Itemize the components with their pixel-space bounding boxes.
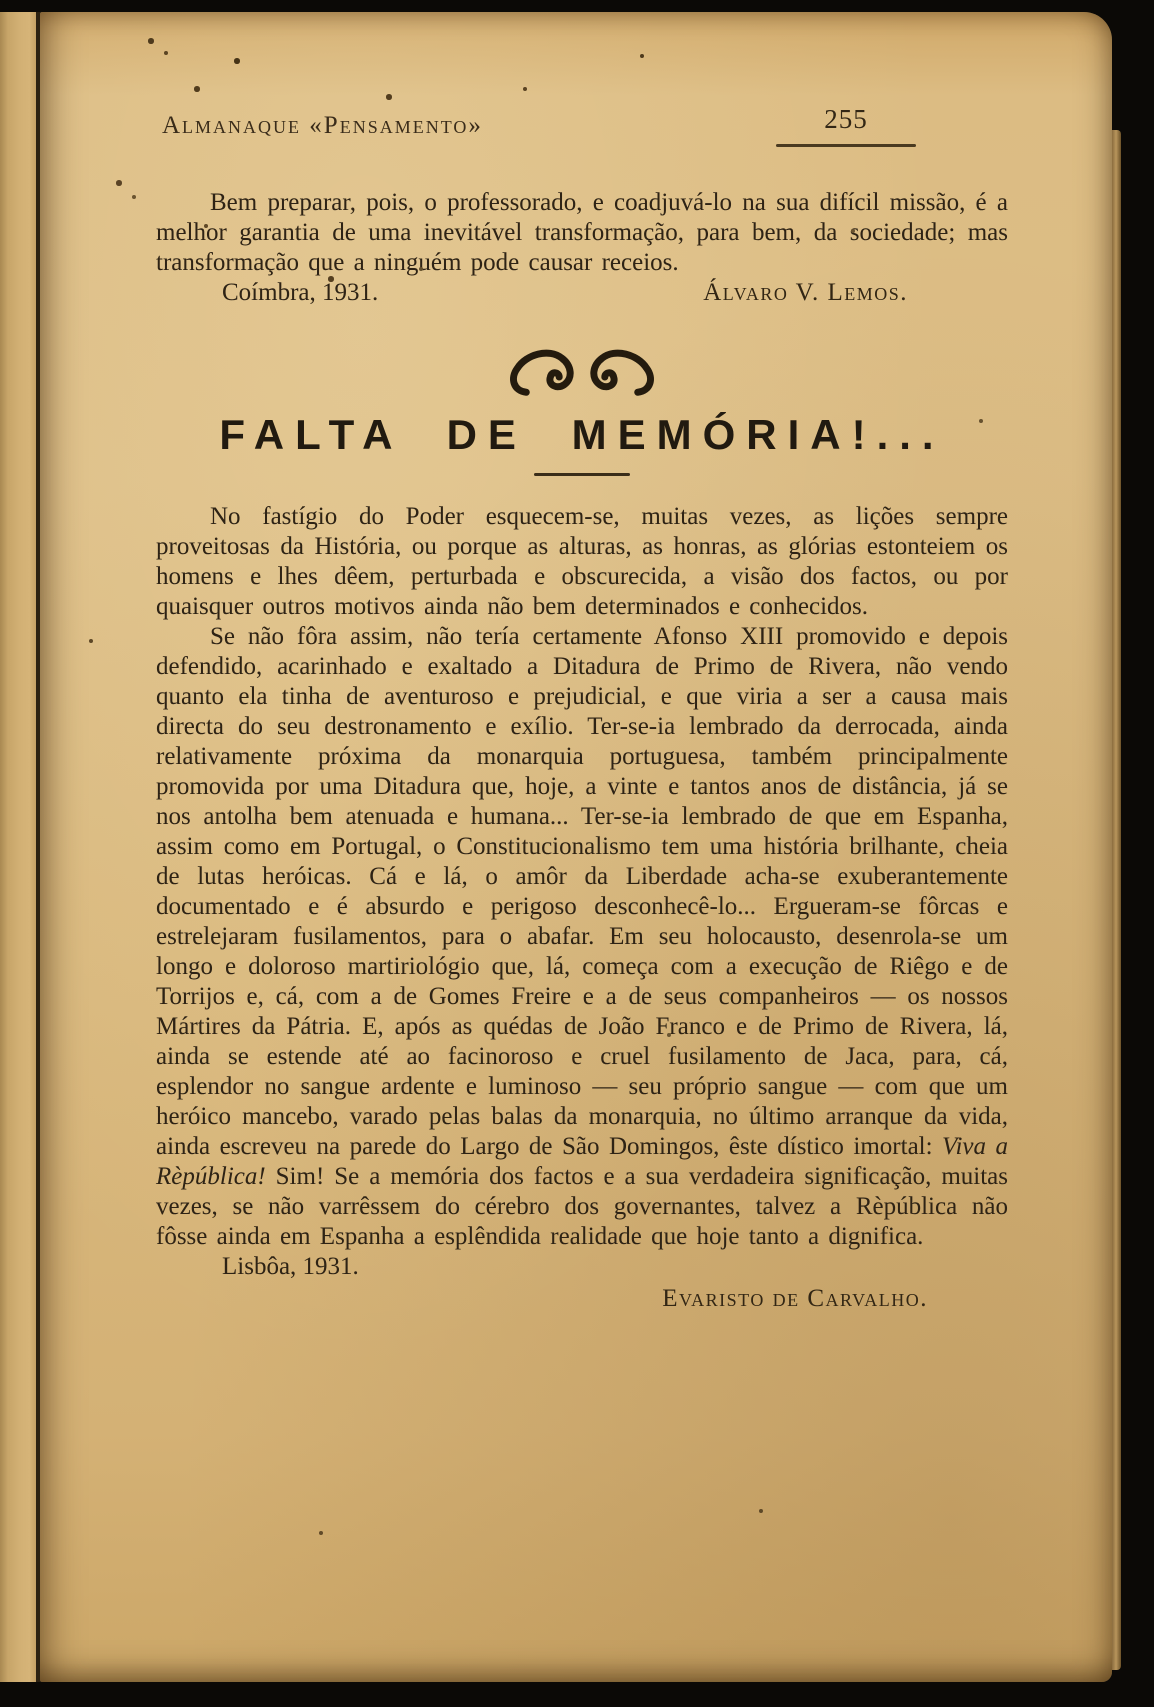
closing-paragraph: Bem preparar, pois, o professorado, e coadjuvá-lo na sua difícil missão, é a melhor garantia de uma inevitável transformação, para bem, da sociedade; mas transformação que a ninguém pode causar receios. bbox=[156, 189, 1008, 276]
page-number: 255 bbox=[824, 104, 868, 134]
dateline-signature-row bbox=[156, 278, 1008, 308]
main-article bbox=[156, 410, 1008, 1314]
dateline: Lisbôa, 1931. bbox=[222, 1253, 359, 1280]
foxing-spots bbox=[0, 0, 2, 2]
dateline-row bbox=[156, 1252, 1008, 1282]
running-header-journal-title: Almanaque «Pensamento» bbox=[162, 112, 483, 139]
article-title: FALTA DE MEMÓRIA!... bbox=[219, 411, 945, 458]
page-number-block bbox=[776, 104, 916, 147]
title-rule bbox=[534, 473, 630, 476]
text-run: No fastígio do Poder esquecem-se, muitas vezes, as lições sempre proveitosas da História, ou porque as alturas, as honras, as glórias estonteiem os homens e lhes dêem, perturbada e obscurecida, a visão dos factos, ou por quaisquer outros motivos ainda não bem determinados e conhecidos. bbox=[156, 503, 1008, 620]
book-page bbox=[40, 12, 1112, 1682]
text-run: Sim! Se a memória dos factos e a sua verdadeira significação, muitas vezes, se não varrêssem do cérebro dos governantes, talvez a Rèpública não fôsse ainda em Espanha a esplêndida realidade que hoje tanto a dignifica. bbox=[156, 1163, 1008, 1250]
section-divider bbox=[156, 342, 1008, 407]
underlying-page-edge bbox=[0, 12, 40, 1682]
article-paragraph bbox=[156, 622, 1008, 1252]
article-body bbox=[156, 502, 1008, 1252]
italic-phrase: Viva a Rèpública! bbox=[156, 1133, 1008, 1190]
author-signature: Evaristo de Carvalho. bbox=[662, 1285, 928, 1312]
page-number-rule bbox=[776, 144, 916, 147]
article-paragraph bbox=[156, 502, 1008, 622]
text-run: Se não fôra assim, não tería certamente Afonso XIII promovido e depois defendido, acarinhado e exaltado a Ditadura de Primo de Rivera, não vendo quanto ela tinha de aventuroso e prejudicial, e que viria a ser a causa mais directa do seu destronamento e exílio. Ter-se-ia lembrado da derrocada, ainda relativamente próxima da monarquia portuguesa, também principalmente promovida por uma Ditadura que, hoje, a vinte e tantos anos de distância, já se nos antolha bem atenuada e humana... Ter-se-ia lembrado de que em Espanha, assim como em Portugal, o Constitucionalismo tem uma história brilhante, cheia de lutas heróicas. Cá e lá, o amôr da Liberdade acha-se exuberantemente documentado e é absurdo e perigoso desconhecê-lo... Ergueram-se fôrcas e estrelejaram fusilamentos, para o abafar. Em seu holocausto, desenrola-se um longo e doloroso martiriológio que, lá, começa com a execução de Riêgo e de Torrijos e, cá, com a de Gomes Freire e a de seus companheiros — os nossos Mártires da Pátria. E, após as quédas de João Franco e de Primo de Rivera, lá, ainda se estende até ao facinoroso e cruel fusilamento de Jaca, para, cá, esplendor no sangue ardente e luminoso — seu próprio sangue — com que um heróico mancebo, varado pelas balas da monarquia, no último arranque da vida, ainda escreveu na parede do Largo de São Domingos, êste dístico imortal: bbox=[156, 623, 1008, 1160]
author-signature: Álvaro V. Lemos. bbox=[703, 279, 908, 306]
dateline: Coímbra, 1931. bbox=[222, 279, 379, 306]
previous-article-ending bbox=[156, 188, 1008, 308]
double-scroll-flourish-icon bbox=[506, 342, 658, 402]
page-stack-edge bbox=[1112, 130, 1121, 1670]
